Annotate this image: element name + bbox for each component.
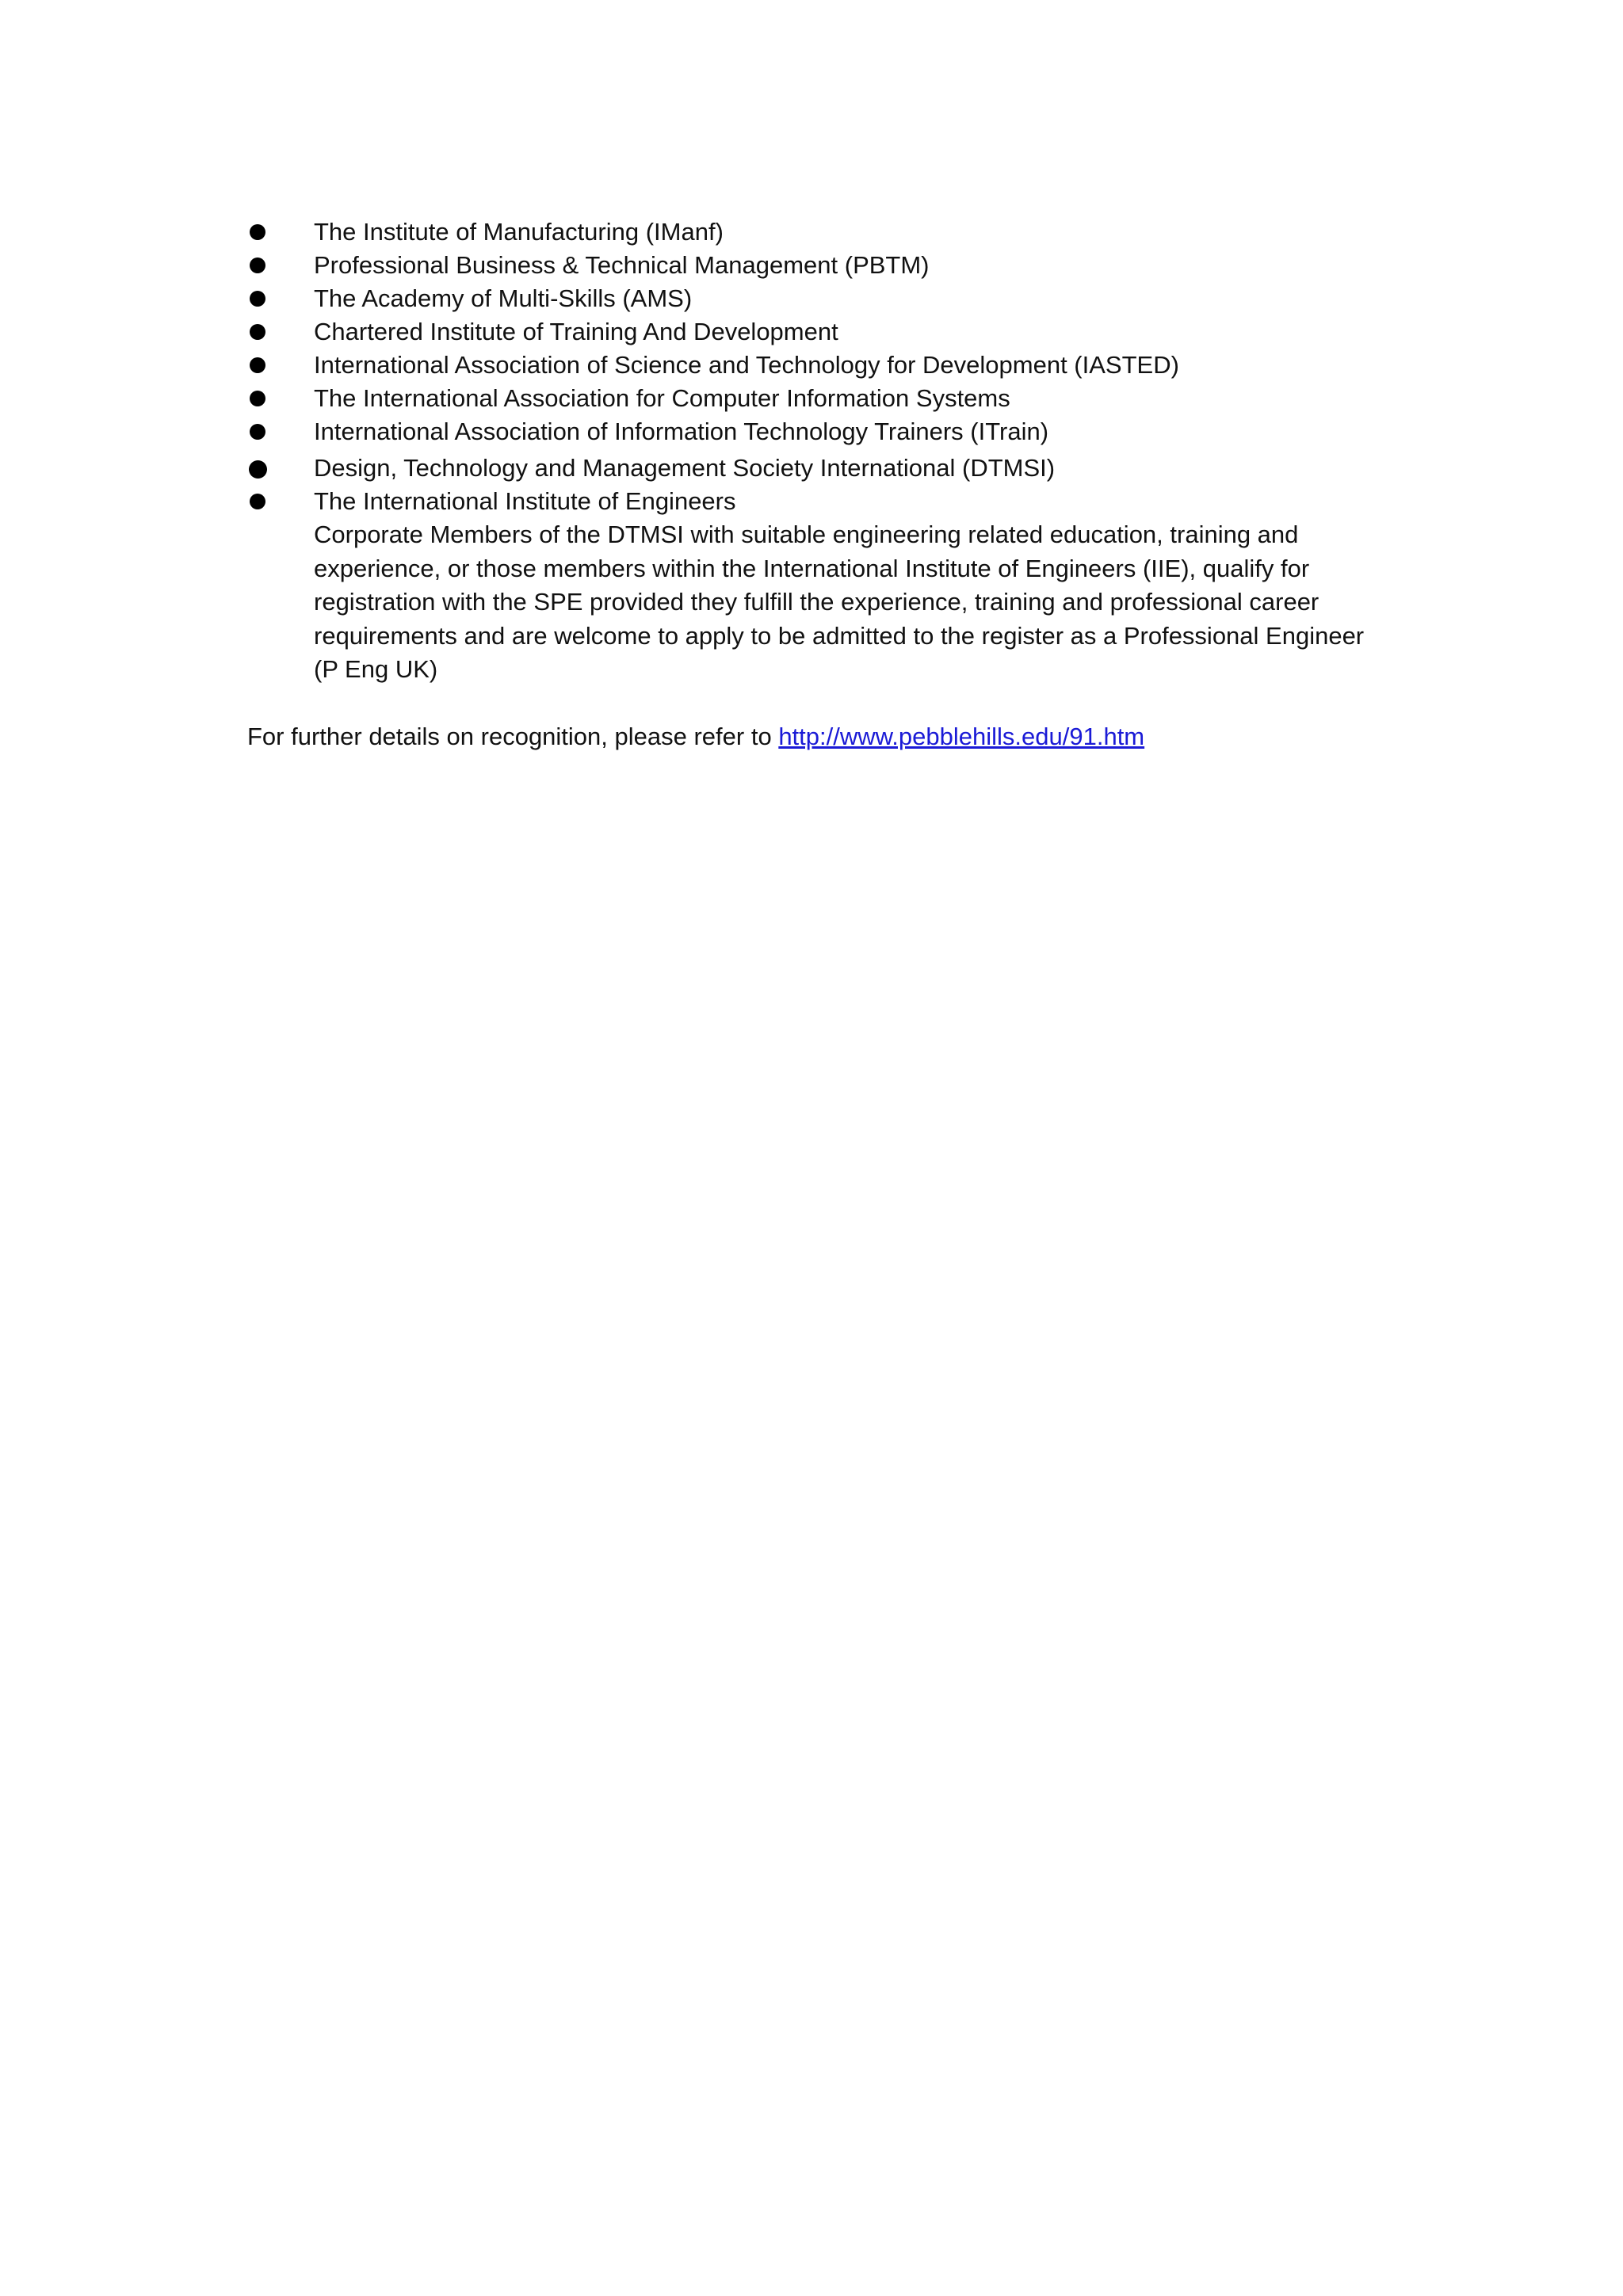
list-item [247, 215, 1388, 249]
bullet-icon [250, 424, 265, 440]
further-details-text: For further details on recognition, please refer to [247, 722, 779, 750]
list-item [247, 349, 1388, 382]
bullet-icon [249, 460, 267, 479]
organization-list [247, 215, 1388, 687]
list-item-label: The Institute of Manufacturing (IManf) [314, 218, 724, 246]
list-item-label: International Association of Information Technology Trainers (ITrain) [314, 418, 1049, 445]
list-item [247, 382, 1388, 415]
bullet-icon [250, 357, 265, 373]
list-item [247, 249, 1388, 282]
list-item-label: The International Association for Computer Information Systems [314, 384, 1010, 412]
list-item-label: Design, Technology and Management Society International (DTMSI) [314, 454, 1056, 482]
bullet-icon [250, 494, 265, 509]
bullet-icon [250, 391, 265, 406]
list-item-label: Chartered Institute of Training And Development [314, 318, 838, 345]
list-item-label: The Academy of Multi-Skills (AMS) [314, 284, 693, 312]
bullet-icon [250, 324, 265, 340]
list-item-note: Corporate Members of the DTMSI with suitable engineering related education, training and experience, or those members within the International Institute of Engineers (IIE), qualify for registration with the SPE provided they fulfill the experience, training and professional career requirements and are welcome to apply to be admitted to the register as a Professional Engineer (P Eng UK) [314, 521, 1365, 683]
list-item [247, 452, 1388, 485]
bullet-icon [250, 257, 265, 273]
list-item [247, 415, 1388, 448]
list-item [247, 485, 1388, 687]
further-details-paragraph [247, 720, 1388, 753]
list-item-label: The International Institute of Engineers [314, 487, 736, 515]
page-content [247, 215, 1388, 778]
list-item-label: Professional Business & Technical Management (PBTM) [314, 251, 930, 279]
bullet-icon [250, 291, 265, 307]
bullet-icon [250, 224, 265, 240]
recognition-link[interactable]: http://www.pebblehills.edu/91.htm [778, 722, 1145, 750]
list-item [247, 282, 1388, 315]
list-item-label: International Association of Science and Technology for Development (IASTED) [314, 351, 1179, 379]
list-item [247, 315, 1388, 349]
